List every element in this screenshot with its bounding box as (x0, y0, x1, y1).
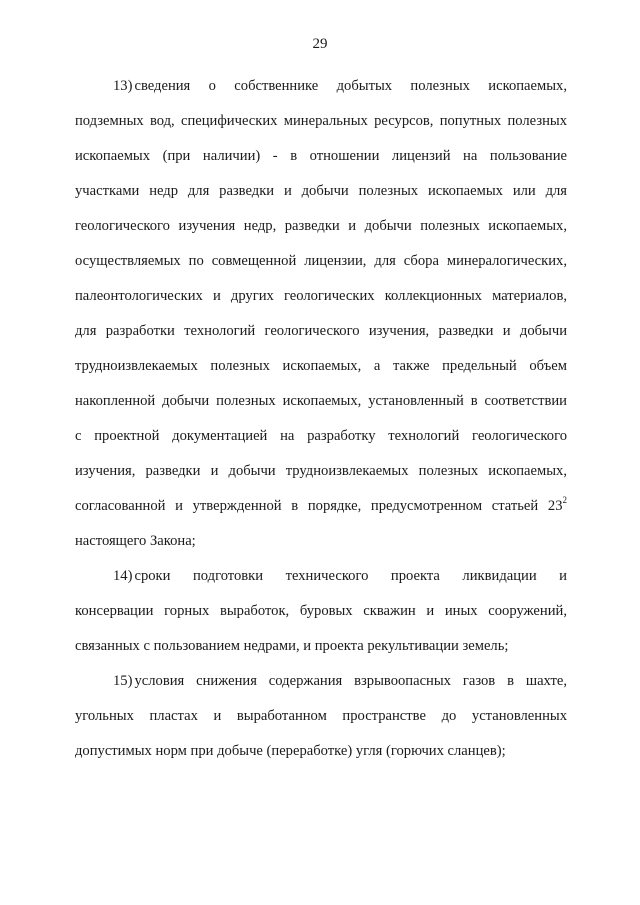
text-line: консервации горных выработок, буровых скважин и иных сооружений, (75, 603, 567, 619)
text-line: настоящего Закона; (75, 533, 196, 549)
text-line: накопленной добычи полезных ископаемых, установленный в соответствии (75, 393, 567, 409)
text-line: трудноизвлекаемых полезных ископаемых, а также предельный объем (75, 358, 567, 374)
text-line: согласованной и утвержденной в порядке, предусмотренном статьей $23^2$ (75, 495, 567, 514)
item-number: 14) (113, 568, 133, 584)
text-line: подземных вод, специфических минеральных ресурсов, попутных полезных (75, 113, 567, 129)
text-line: участками недр для разведки и добычи полезных ископаемых или для (75, 183, 567, 199)
page-number: 29 (312, 36, 328, 52)
text-line: с проектной документацией на разработку технологий геологического (75, 428, 567, 444)
text-line: 14) сроки подготовки технического проекта ликвидации и (113, 568, 567, 584)
text-line: связанных с пользованием недрами, и проекта рекультивации земель; (75, 638, 509, 654)
text-line: 13) сведения о собственнике добытых полезных ископаемых, (113, 78, 567, 94)
item-number: 15) (113, 673, 133, 689)
text-line: изучения, разведки и добычи трудноизвлекаемых полезных ископаемых, (75, 463, 567, 479)
text-line: для разработки технологий геологического изучения, разведки и добычи (75, 323, 567, 339)
article-superscript: 2 (562, 495, 567, 505)
text-line: угольных пластах и выработанном пространстве до установленных (75, 708, 567, 724)
item-number: 13) (113, 78, 133, 94)
text-line: допустимых норм при добыче (переработке) угля (горючих сланцев); (75, 743, 506, 759)
text-line: осуществляемых по совмещенной лицензии, для сбора минералогических, (75, 253, 567, 269)
text-line: 15) условия снижения содержания взрывоопасных газов в шахте, (113, 673, 567, 689)
text-line: ископаемых (при наличии) - в отношении лицензий на пользование (75, 148, 567, 164)
text-line: палеонтологических и других геологических коллекционных материалов, (75, 288, 567, 304)
text-line: геологического изучения недр, разведки и добычи полезных ископаемых, (75, 218, 567, 234)
